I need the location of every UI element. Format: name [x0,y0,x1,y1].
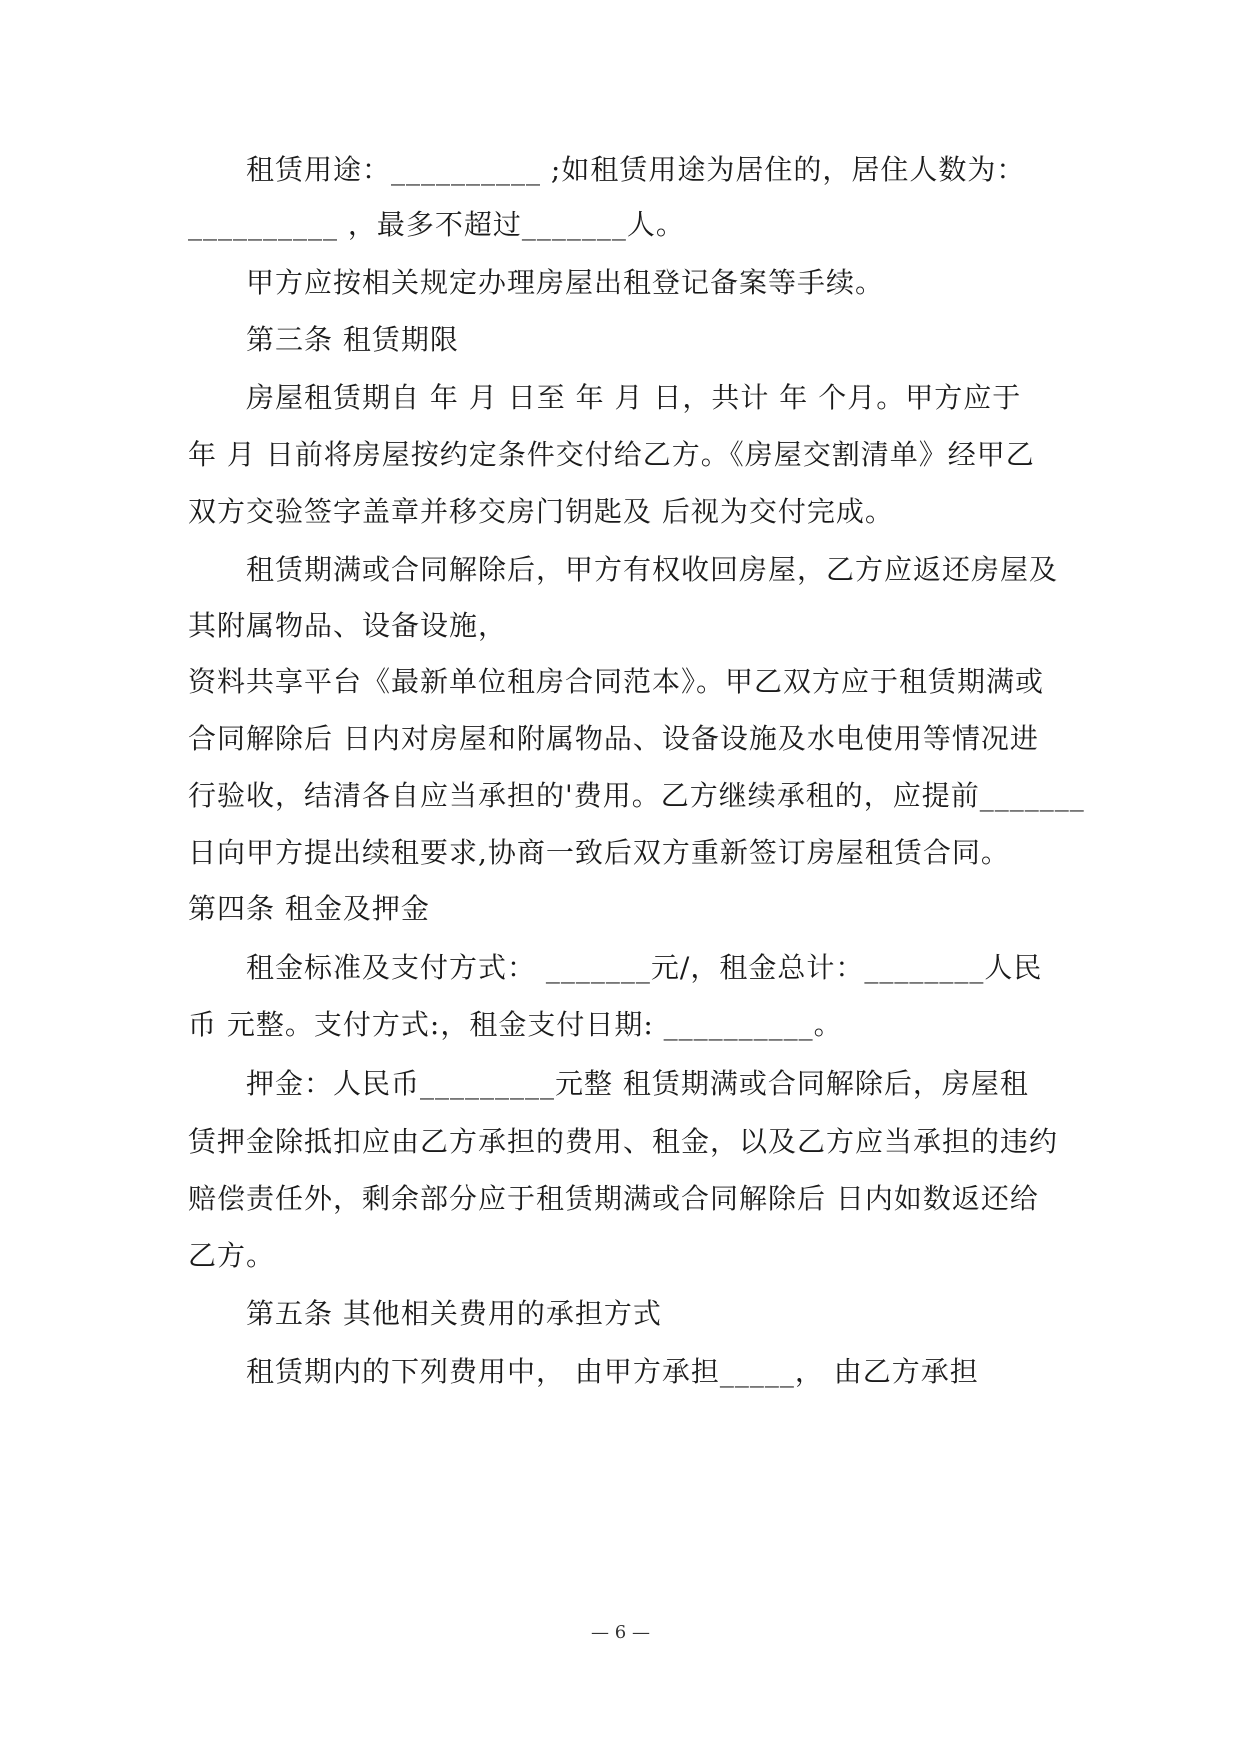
paragraph-line: 其附属物品、设备设施， [188,609,508,642]
paragraph-line: 甲方应按相关规定办理房屋出租登记备案等手续。 [246,266,885,299]
paragraph-line: 乙方。 [188,1239,276,1272]
page-number: — 6 — [591,1622,650,1643]
paragraph-line: 资料共享平台《最新单位租房合同范本》。甲乙双方应于租赁期满或 [188,665,1045,698]
paragraph-line: 币 元整。支付方式:，租金支付日期: __________。 [188,1008,843,1041]
paragraph-line: __________ ，最多不超过_______人。 [188,208,685,241]
section-heading: 第五条 其他相关费用的承担方式 [246,1297,662,1330]
paragraph-line: 租金标准及支付方式： _______元/，租金总计：________人民 [246,951,1043,984]
section-heading: 第三条 租赁期限 [246,323,459,356]
paragraph-line: 房屋租赁期自 年 月 日至 年 月 日，共计 年 个月。甲方应于 [246,381,1022,414]
paragraph-line: 合同解除后 日内对房屋和附属物品、设备设施及水电使用等情况进 [188,722,1039,755]
paragraph-line: 租赁期内的下列费用中， 由甲方承担_____， 由乙方承担 [246,1355,979,1388]
section-heading: 第四条 租金及押金 [188,892,430,925]
paragraph-line: 赔偿责任外，剩余部分应于租赁期满或合同解除后 日内如数返还给 [188,1182,1039,1215]
paragraph-line: 双方交验签字盖章并移交房门钥匙及 后视为交付完成。 [188,495,894,528]
paragraph-line: 赁押金除抵扣应由乙方承担的费用、租金，以及乙方应当承担的违约 [188,1125,1059,1158]
paragraph-line: 年 月 日前将房屋按约定条件交付给乙方。《房屋交割清单》经甲乙 [188,438,1035,471]
paragraph-line: 押金：人民币_________元整 租赁期满或合同解除后，房屋租 [246,1067,1029,1100]
paragraph-line: 租赁用途：__________ ;如租赁用途为居住的，居住人数为： [246,153,1026,186]
paragraph-line: 日向甲方提出续租要求,协商一致后双方重新签订房屋租赁合同。 [188,836,1010,869]
paragraph-line: 行验收，结清各自应当承担的'费用。乙方继续承租的，应提前_______ [188,779,1085,812]
paragraph-line: 租赁期满或合同解除后，甲方有权收回房屋，乙方应返还房屋及 [246,553,1059,586]
